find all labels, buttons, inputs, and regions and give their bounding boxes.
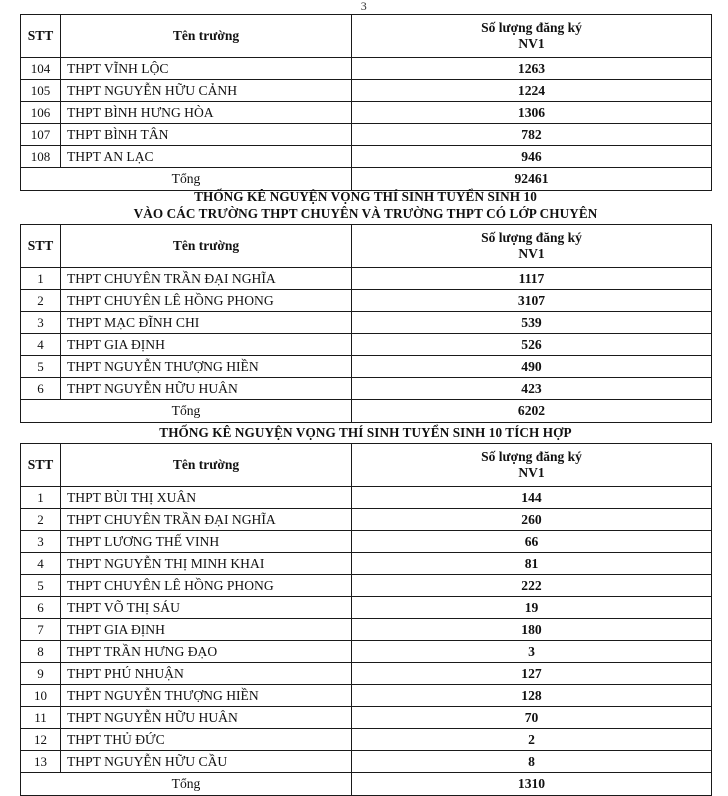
column-header-stt: STT xyxy=(21,225,61,268)
table-row xyxy=(21,124,712,146)
cell-registration-count: 1117 xyxy=(352,268,712,290)
cell-registration-count: 3107 xyxy=(352,290,712,312)
statistics-table xyxy=(20,224,712,423)
table-header-row xyxy=(21,15,712,58)
cell-stt: 3 xyxy=(21,312,61,334)
cell-school-name: THPT NGUYỄN THƯỢNG HIỀN xyxy=(61,356,352,378)
table-row xyxy=(21,58,712,80)
cell-registration-count: 70 xyxy=(352,707,712,729)
cell-registration-count: 180 xyxy=(352,619,712,641)
cell-stt: 108 xyxy=(21,146,61,168)
table-row xyxy=(21,356,712,378)
table-row xyxy=(21,641,712,663)
cell-school-name: THPT BÌNH TÂN xyxy=(61,124,352,146)
total-count: 1310 xyxy=(352,773,712,796)
cell-stt: 1 xyxy=(21,487,61,509)
section-title-line: THỐNG KÊ NGUYỆN VỌNG THÍ SINH TUYỂN SINH 10 xyxy=(194,189,537,204)
cell-school-name: THPT NGUYỄN THỊ MINH KHAI xyxy=(61,553,352,575)
table-row xyxy=(21,619,712,641)
cell-stt: 13 xyxy=(21,751,61,773)
statistics-table xyxy=(20,443,712,796)
statistics-section-integrated-program xyxy=(20,424,711,796)
cell-school-name: THPT VĨNH LỘC xyxy=(61,58,352,80)
statistics-section-regular-schools xyxy=(20,14,711,191)
total-label: Tổng xyxy=(21,773,352,796)
cell-registration-count: 539 xyxy=(352,312,712,334)
table-row xyxy=(21,268,712,290)
cell-stt: 2 xyxy=(21,290,61,312)
column-header-count-line1: Số lượng đăng ký xyxy=(481,230,582,245)
table-row xyxy=(21,575,712,597)
cell-school-name: THPT AN LẠC xyxy=(61,146,352,168)
table-row xyxy=(21,146,712,168)
table-row xyxy=(21,751,712,773)
column-header-school-name: Tên trường xyxy=(61,225,352,268)
cell-school-name: THPT CHUYÊN TRẦN ĐẠI NGHĨA xyxy=(61,509,352,531)
cell-registration-count: 222 xyxy=(352,575,712,597)
cell-registration-count: 66 xyxy=(352,531,712,553)
cell-school-name: THPT NGUYỄN THƯỢNG HIỀN xyxy=(61,685,352,707)
table-row xyxy=(21,312,712,334)
column-header-registration-count xyxy=(352,444,712,487)
cell-stt: 12 xyxy=(21,729,61,751)
cell-registration-count: 260 xyxy=(352,509,712,531)
total-label: Tổng xyxy=(21,168,352,191)
table-row xyxy=(21,685,712,707)
table-header-row xyxy=(21,225,712,268)
cell-stt: 107 xyxy=(21,124,61,146)
statistics-table xyxy=(20,14,712,191)
table-total-row xyxy=(21,400,712,423)
cell-registration-count: 1224 xyxy=(352,80,712,102)
column-header-stt: STT xyxy=(21,15,61,58)
table-row xyxy=(21,290,712,312)
cell-school-name: THPT MẠC ĐĨNH CHI xyxy=(61,312,352,334)
section-title-line: THỐNG KÊ NGUYỆN VỌNG THÍ SINH TUYỂN SINH 10 TÍCH HỢP xyxy=(159,425,572,440)
table-total-row xyxy=(21,773,712,796)
cell-stt: 10 xyxy=(21,685,61,707)
cell-school-name: THPT THỦ ĐỨC xyxy=(61,729,352,751)
cell-stt: 4 xyxy=(21,334,61,356)
cell-registration-count: 423 xyxy=(352,378,712,400)
cell-school-name: THPT BÙI THỊ XUÂN xyxy=(61,487,352,509)
table-row xyxy=(21,378,712,400)
table-row xyxy=(21,531,712,553)
section-title xyxy=(20,188,711,222)
cell-school-name: THPT NGUYỄN HỮU CẦU xyxy=(61,751,352,773)
cell-school-name: THPT CHUYÊN LÊ HỒNG PHONG xyxy=(61,575,352,597)
cell-school-name: THPT PHÚ NHUẬN xyxy=(61,663,352,685)
cell-stt: 7 xyxy=(21,619,61,641)
table-row xyxy=(21,707,712,729)
cell-school-name: THPT NGUYỄN HỮU CẢNH xyxy=(61,80,352,102)
cell-registration-count: 19 xyxy=(352,597,712,619)
cell-stt: 106 xyxy=(21,102,61,124)
table-row xyxy=(21,597,712,619)
cell-school-name: THPT GIA ĐỊNH xyxy=(61,619,352,641)
cell-school-name: THPT CHUYÊN LÊ HỒNG PHONG xyxy=(61,290,352,312)
section-title xyxy=(20,424,711,441)
cell-stt: 2 xyxy=(21,509,61,531)
column-header-stt: STT xyxy=(21,444,61,487)
cell-registration-count: 8 xyxy=(352,751,712,773)
cell-registration-count: 1306 xyxy=(352,102,712,124)
cell-school-name: THPT LƯƠNG THẾ VINH xyxy=(61,531,352,553)
cell-registration-count: 144 xyxy=(352,487,712,509)
table-row xyxy=(21,509,712,531)
cell-school-name: THPT BÌNH HƯNG HÒA xyxy=(61,102,352,124)
cell-registration-count: 128 xyxy=(352,685,712,707)
cell-stt: 6 xyxy=(21,597,61,619)
cell-stt: 104 xyxy=(21,58,61,80)
table-row xyxy=(21,334,712,356)
cell-school-name: THPT CHUYÊN TRẦN ĐẠI NGHĨA xyxy=(61,268,352,290)
cell-school-name: THPT NGUYỄN HỮU HUÂN xyxy=(61,707,352,729)
cell-stt: 11 xyxy=(21,707,61,729)
cell-registration-count: 490 xyxy=(352,356,712,378)
column-header-school-name: Tên trường xyxy=(61,15,352,58)
cell-stt: 1 xyxy=(21,268,61,290)
column-header-count-line2: NV1 xyxy=(518,465,545,480)
column-header-count-line2: NV1 xyxy=(518,246,545,261)
column-header-count-line1: Số lượng đăng ký xyxy=(481,20,582,35)
cell-registration-count: 127 xyxy=(352,663,712,685)
cell-stt: 4 xyxy=(21,553,61,575)
section-title-line: VÀO CÁC TRƯỜNG THPT CHUYÊN VÀ TRƯỜNG THPT CÓ LỚP CHUYÊN xyxy=(133,206,598,221)
cell-registration-count: 1263 xyxy=(352,58,712,80)
column-header-registration-count xyxy=(352,225,712,268)
cell-registration-count: 526 xyxy=(352,334,712,356)
cell-school-name: THPT NGUYỄN HỮU HUÂN xyxy=(61,378,352,400)
cell-registration-count: 946 xyxy=(352,146,712,168)
cell-stt: 3 xyxy=(21,531,61,553)
cell-stt: 5 xyxy=(21,575,61,597)
column-header-registration-count xyxy=(352,15,712,58)
total-count: 92461 xyxy=(352,168,712,191)
cell-stt: 5 xyxy=(21,356,61,378)
cell-school-name: THPT GIA ĐỊNH xyxy=(61,334,352,356)
statistics-section-specialized-schools xyxy=(20,188,711,423)
cell-stt: 105 xyxy=(21,80,61,102)
table-row xyxy=(21,663,712,685)
cell-stt: 8 xyxy=(21,641,61,663)
cell-school-name: THPT VÕ THỊ SÁU xyxy=(61,597,352,619)
table-row xyxy=(21,553,712,575)
cell-stt: 9 xyxy=(21,663,61,685)
table-header-row xyxy=(21,444,712,487)
page-number: 3 xyxy=(360,0,368,13)
table-row xyxy=(21,102,712,124)
table-row xyxy=(21,729,712,751)
cell-registration-count: 2 xyxy=(352,729,712,751)
cell-registration-count: 782 xyxy=(352,124,712,146)
cell-registration-count: 81 xyxy=(352,553,712,575)
cell-school-name: THPT TRẦN HƯNG ĐẠO xyxy=(61,641,352,663)
column-header-school-name: Tên trường xyxy=(61,444,352,487)
column-header-count-line2: NV1 xyxy=(518,36,545,51)
table-row xyxy=(21,80,712,102)
total-count: 6202 xyxy=(352,400,712,423)
cell-registration-count: 3 xyxy=(352,641,712,663)
column-header-count-line1: Số lượng đăng ký xyxy=(481,449,582,464)
table-row xyxy=(21,487,712,509)
total-label: Tổng xyxy=(21,400,352,423)
cell-stt: 6 xyxy=(21,378,61,400)
